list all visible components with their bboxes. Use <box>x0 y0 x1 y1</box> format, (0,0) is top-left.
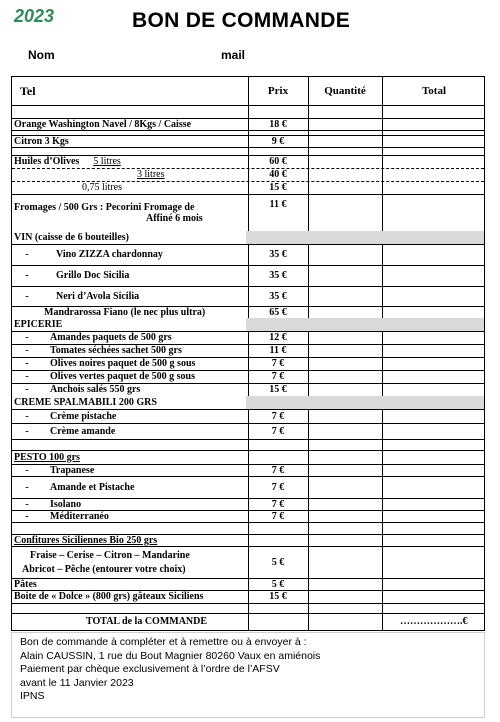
total-row <box>12 613 484 630</box>
table-row <box>12 409 484 424</box>
item-label <box>14 357 246 370</box>
spacer-row <box>12 105 484 119</box>
table-row-fromages <box>12 194 484 232</box>
nom-field-label: Nom <box>28 48 55 62</box>
item-price: 15 € <box>269 182 287 193</box>
item-price: 65 € <box>269 306 287 318</box>
item-price: 7 € <box>271 410 285 422</box>
header-quantite: Quantité <box>324 84 366 97</box>
section-label: PESTO 100 grs <box>14 451 80 463</box>
header-total: Total <box>421 84 447 97</box>
confitures-line2: Abricot – Pêche (entourer votre choix) <box>22 563 186 575</box>
item-label <box>14 331 246 344</box>
item-label <box>14 423 246 439</box>
item-label <box>14 265 246 286</box>
footer-line: Bon de commande à compléter et à remettre ou à envoyer à : <box>20 636 307 648</box>
item-name: Olives noires paquet de 500 g sous <box>50 358 196 369</box>
section-header-epicerie <box>12 318 484 332</box>
table-row <box>12 423 484 440</box>
item-name: Amande et Pistache <box>50 481 135 493</box>
item-label <box>14 510 246 522</box>
footer-line: avant le 11 Janvier 2023 <box>20 676 134 689</box>
total-value: ……………….€ <box>400 616 468 627</box>
item-name: Anchois salés 550 grs <box>50 384 141 395</box>
item-label: Boite de « Dolce » (800 grs) gâteaux Siciliens <box>14 591 204 602</box>
table-row <box>12 357 484 371</box>
confitures-line1: Fraise – Cerise – Citron – Mandarine <box>30 549 190 561</box>
section-label: EPICERIE <box>12 318 246 331</box>
dash-mark: - <box>25 358 29 369</box>
section-label: Confitures Siciliennes Bio 250 grs <box>14 534 158 546</box>
dash-mark: - <box>25 464 29 476</box>
table-row <box>12 476 484 499</box>
dash-mark: - <box>25 371 29 382</box>
dash-mark: - <box>25 510 29 522</box>
item-price: 60 € <box>269 156 287 167</box>
item-name: Olives vertes paquet de 500 g sous <box>50 371 195 382</box>
item-price: 40 € <box>269 169 287 180</box>
item-label <box>14 370 246 383</box>
item-price: 35 € <box>269 249 287 260</box>
item-label <box>14 464 246 476</box>
order-table <box>11 76 485 631</box>
huiles-volume-3: 0,75 litres <box>82 182 122 193</box>
table-row <box>12 383 484 397</box>
item-name: Crème amande <box>50 425 116 437</box>
table-row-confitures <box>12 546 484 579</box>
item-label <box>14 244 246 265</box>
dash-mark: - <box>25 425 29 437</box>
footer-line: Alain CAUSSIN, 1 rue du Bout Magnier 80260 Vaux en amiénois <box>20 649 321 662</box>
item-label <box>14 286 246 306</box>
item-price: 11 € <box>269 199 287 210</box>
footer-line: IPNS <box>20 690 45 702</box>
table-row <box>12 370 484 384</box>
huiles-volume-1: 5 litres <box>93 156 121 167</box>
item-label <box>14 409 246 423</box>
item-name: Amandes paquets de 500 grs <box>50 332 172 343</box>
section-header-pesto <box>12 450 484 465</box>
tel-field-label: Tel <box>20 83 36 98</box>
dash-mark: - <box>25 290 29 302</box>
item-price: 18 € <box>269 118 287 130</box>
item-label: Orange Washington Navel / 8Kgs / Caisse <box>14 118 192 130</box>
dash-mark: - <box>25 498 29 510</box>
item-name: Neri d’Avola Sicilia <box>56 290 140 302</box>
item-label <box>14 476 246 498</box>
section-label: VIN (caisse de 6 bouteilles) <box>12 231 246 244</box>
item-name: Méditerranéo <box>50 510 109 522</box>
item-price: 35 € <box>269 290 287 302</box>
item-price: 7 € <box>271 425 285 437</box>
item-price: 12 € <box>269 332 287 343</box>
total-label: TOTAL de la COMMANDE <box>86 616 208 627</box>
footer-instructions <box>11 632 485 718</box>
mail-field-label: mail <box>221 48 246 62</box>
item-name: Trapanese <box>50 464 95 476</box>
huiles-volume-2: 3 litres <box>137 169 165 180</box>
table-row <box>12 331 484 345</box>
item-price: 7 € <box>271 371 285 382</box>
table-row-boite <box>12 590 484 604</box>
item-label <box>14 546 246 578</box>
item-name: Grillo Doc Sicilia <box>56 270 130 281</box>
dash-mark: - <box>25 481 29 493</box>
item-price: 9 € <box>271 135 285 147</box>
item-name: Tomates séchées sachet 500 grs <box>50 345 182 356</box>
page-title: BON DE COMMANDE <box>132 9 350 32</box>
fromages-label-line1: Fromages / 500 Grs : Pecorini Fromage de <box>14 201 195 213</box>
dash-mark: - <box>25 270 29 281</box>
dash-mark: - <box>25 384 29 395</box>
item-price: 7 € <box>271 498 285 510</box>
item-price: 5 € <box>271 578 285 590</box>
table-row <box>12 265 484 287</box>
fromages-label-line2: Affiné 6 mois <box>146 212 203 224</box>
item-label <box>14 344 246 357</box>
item-price: 15 € <box>269 384 287 395</box>
item-price: 35 € <box>269 270 287 281</box>
item-label <box>14 155 246 168</box>
table-row <box>12 344 484 358</box>
item-price: 7 € <box>271 481 285 493</box>
item-label <box>14 498 246 510</box>
item-price: 15 € <box>269 591 287 602</box>
item-name: Vino ZIZZA chardonnay <box>56 249 163 260</box>
item-price: 7 € <box>271 510 285 522</box>
table-row <box>12 286 484 307</box>
header-prix: Prix <box>267 84 289 97</box>
item-label: Mandrarossa Fiano (le nec plus ultra) <box>44 306 206 318</box>
item-price: 5 € <box>271 556 285 568</box>
huiles-label: Huiles d’Olives <box>14 156 80 167</box>
item-price: 7 € <box>271 358 285 369</box>
item-name: Isolano <box>50 498 82 510</box>
year-label: 2023 <box>14 6 55 26</box>
table-header-row <box>12 77 484 106</box>
dash-mark: - <box>25 249 29 260</box>
table-row <box>12 244 484 266</box>
item-label: Pâtes <box>14 578 37 590</box>
item-name: Crème pistache <box>50 410 117 422</box>
dash-mark: - <box>25 332 29 343</box>
section-header-creme <box>12 396 484 410</box>
section-label: CREME SPALMABILI 200 GRS <box>12 396 246 409</box>
table-row-huiles <box>12 155 484 195</box>
dash-mark: - <box>25 410 29 422</box>
item-price: 7 € <box>271 464 285 476</box>
section-header-vin <box>12 231 484 245</box>
item-label <box>14 383 246 396</box>
dash-mark: - <box>25 345 29 356</box>
item-label: Citron 3 Kgs <box>14 135 69 147</box>
item-label <box>14 194 246 231</box>
item-price: 11 € <box>269 345 287 356</box>
footer-line: Paiement par chèque exclusivement à l’ordre de l’AFSV <box>20 663 280 675</box>
